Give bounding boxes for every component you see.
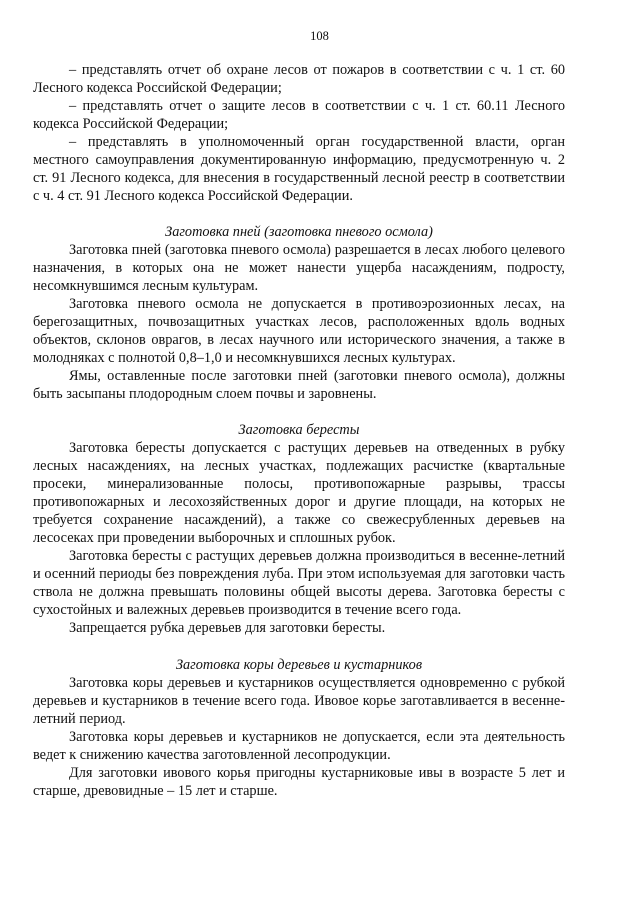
intro-item: – представлять отчет об охране лесов от пожаров в соответствии с ч. 1 ст. 60 Лесного кодекса Российской Федерации; [33, 62, 565, 96]
paragraph: Заготовка пней (заготовка пневого осмола) разрешается в лесах любого целевого назначения, в которых она не может нанести ущерба насаждениям, подросту, несомкнувшимся лесным культурам. [33, 242, 565, 294]
paragraph: Для заготовки ивового корья пригодны кустарниковые ивы в возрасте 5 лет и старше, древовидные – 15 лет и старше. [33, 765, 565, 799]
paragraph: Заготовка бересты допускается с растущих деревьев на отведенных в рубку лесных насаждениях, на лесных участках, подлежащих расчистке (квартальные просеки, минерализованные полосы, противопожарные разрывы, трассы противопожарных и лесохозяйственных дорог и другие площади, на которых не требуется сохранение насаждений), а также со свежесрубленных деревьев на лесосеках при проведении выборочных и сплошных рубок. [33, 440, 565, 546]
paragraph: Заготовка коры деревьев и кустарников осуществляется одновременно с рубкой деревьев и кустарников в течение всего года. Ивовое корье заготавливается в весенне-летний период. [33, 675, 565, 727]
section-heading-birch-bark: Заготовка бересты [238, 422, 360, 438]
paragraph: Заготовка пневого осмола не допускается в противоэрозионных лесах, на берегозащитных, почвозащитных участках лесов, расположенных вдоль водных объектов, склонов оврагов, в лесах научного или исторического значения, а также в молодняках с полнотой 0,8–1,0 и несомкнувшихся лесных культурах. [33, 296, 565, 366]
section-heading-bark: Заготовка коры деревьев и кустарников [175, 657, 423, 673]
intro-item: – представлять в уполномоченный орган государственной власти, орган местного самоуправления документированную информацию, предусмотренную ч. 2 ст. 91 Лесного кодекса, для внесения в государственный лесной реестр в соответствии с ч. 4 ст. 91 Лесного кодекса Российской Федерации. [33, 134, 565, 204]
paragraph: Заготовка бересты с растущих деревьев должна производиться в весенне-летний и осенний периоды без повреждения луба. При этом используемая для заготовки часть ствола не должна превышать половины общей высоты дерева. Заготовка бересты с сухостойных и валежных деревьев производится в течение всего года. [33, 548, 565, 618]
paragraph: Ямы, оставленные после заготовки пней (заготовки пневого осмола), должны быть засыпаны плодородным слоем почвы и заровнены. [33, 368, 565, 402]
section-heading-stumps: Заготовка пней (заготовка пневого осмола) [165, 224, 433, 240]
paragraph: Запрещается рубка деревьев для заготовки бересты. [69, 620, 386, 636]
intro-item: – представлять отчет о защите лесов в соответствии с ч. 1 ст. 60.11 Лесного кодекса Российской Федерации; [33, 98, 565, 132]
paragraph: Заготовка коры деревьев и кустарников не допускается, если эта деятельность ведет к снижению качества заготовленной лесопродукции. [33, 729, 565, 763]
page-number: 108 [310, 29, 329, 43]
page-content [33, 61, 565, 800]
